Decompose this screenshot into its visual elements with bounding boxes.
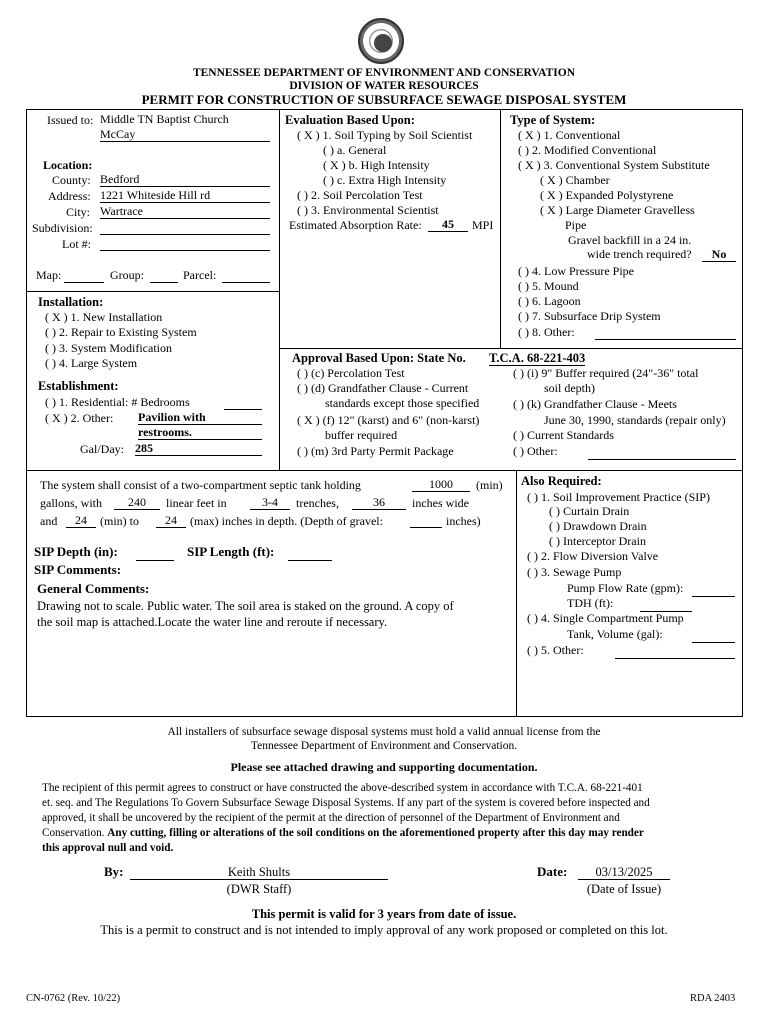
install-1[interactable]: ( X ) 1. New Installation — [45, 310, 163, 324]
agreement-line5: this approval null and void. — [42, 842, 174, 854]
system-line2b: linear feet in — [166, 496, 227, 510]
attached-note: Please see attached drawing and supporting documentation. — [230, 760, 538, 774]
bedrooms-field[interactable] — [224, 395, 262, 410]
system-type-heading: Type of System: — [510, 113, 596, 127]
also-2[interactable]: ( ) 2. Flow Diversion Valve — [527, 549, 659, 563]
general-comments-line2: the soil map is attached.Locate the water line and reroute if necessary. — [37, 615, 388, 629]
approval-m[interactable]: ( ) (m) 3rd Party Permit Package — [297, 444, 454, 458]
map-field[interactable] — [64, 268, 104, 283]
tdh-field[interactable] — [640, 597, 692, 612]
approval-current[interactable]: ( ) Current Standards — [513, 428, 614, 442]
approval-i[interactable]: ( ) (i) 9" Buffer required (24"-36" total — [513, 366, 699, 380]
type-1[interactable]: ( X ) 1. Conventional — [518, 128, 621, 142]
division-name: DIVISION OF WATER RESOURCES — [289, 80, 479, 92]
by-sub: (DWR Staff) — [226, 882, 292, 896]
agreement-line1: The recipient of this permit agrees to construct or have constructed the above-described system in accordance with T.C.A. 68-221-401 — [42, 782, 643, 794]
approval-d[interactable]: ( ) (d) Grandfather Clause - Current — [297, 381, 469, 395]
estab-1[interactable]: ( ) 1. Residential: # Bedrooms — [45, 395, 190, 409]
gal-field[interactable]: 285 — [135, 441, 262, 456]
license-line1: All installers of subsurface sewage disposal systems must hold a valid annual license from the — [167, 726, 601, 738]
subdivision-field[interactable] — [100, 220, 270, 235]
system-line3a: and — [40, 514, 58, 528]
agreement-line4 — [42, 826, 644, 840]
license-line2: Tennessee Department of Environment and Conservation. — [250, 740, 518, 752]
also-5[interactable]: ( ) 5. Other: — [527, 643, 584, 657]
by-label: By: — [104, 864, 124, 879]
type-3a[interactable]: ( X ) Chamber — [540, 173, 610, 187]
sip-length-label: SIP Length (ft): — [187, 544, 275, 559]
also-1[interactable]: ( ) 1. Soil Improvement Practice (SIP) — [527, 490, 710, 504]
sip-comments-label: SIP Comments: — [34, 562, 122, 577]
tank-volume-label: Tank, Volume (gal): — [567, 627, 663, 641]
subdivision-label: Subdivision: — [32, 221, 93, 235]
eval-item-1c[interactable]: ( ) c. Extra High Intensity — [323, 173, 447, 187]
type-8[interactable]: ( ) 8. Other: — [518, 325, 575, 339]
agreement-line4b: Any cutting, filling or alterations of the soil conditions on the aforementioned property after this day may render — [107, 827, 644, 839]
address-label: Address: — [48, 189, 91, 203]
trenches-field[interactable]: 3-4 — [250, 495, 290, 510]
pump-flow-label: Pump Flow Rate (gpm): — [567, 581, 684, 595]
max-depth-field[interactable]: 24 — [156, 513, 186, 528]
map-label: Map: — [36, 268, 62, 282]
tdh-label: TDH (ft): — [567, 596, 614, 610]
type-2[interactable]: ( ) 2. Modified Conventional — [518, 143, 657, 157]
sip-depth-field[interactable] — [136, 546, 174, 561]
rate-label: Estimated Absorption Rate: — [289, 218, 422, 232]
installation-heading: Installation: — [38, 295, 104, 309]
approval-other[interactable]: ( ) Other: — [513, 444, 558, 458]
location-heading: Location: — [43, 158, 93, 172]
feet-field[interactable]: 240 — [114, 495, 160, 510]
validity-note: This permit is valid for 3 years from date of issue. — [251, 907, 517, 921]
approval-other-field[interactable] — [588, 445, 736, 460]
issued-label: Issued to: — [47, 113, 94, 127]
agreement-line3: approved, it shall be uncovered by the recipient of the permit at the direction of personnel of the Department of Environment and — [42, 812, 620, 824]
gravel-line1: Gravel backfill in a 24 in. — [568, 233, 692, 247]
general-comments-line1: Drawing not to scale. Public water. The soil area is staked on the ground. A copy of — [37, 599, 454, 613]
gravel-line2: wide trench required? — [587, 247, 692, 261]
also-1c[interactable]: ( ) Interceptor Drain — [549, 534, 646, 548]
system-line2c: trenches, — [296, 496, 339, 510]
eval-item-1[interactable]: ( X ) 1. Soil Typing by Soil Scientist — [297, 128, 473, 142]
form-number: CN-0762 (Rev. 10/22) — [26, 993, 121, 1004]
width-field[interactable]: 36 — [352, 495, 406, 510]
parcel-label: Parcel: — [183, 268, 217, 282]
date-field[interactable]: 03/13/2025 — [578, 865, 670, 880]
issued-line2[interactable]: McCay — [100, 127, 270, 142]
gravel-depth-field[interactable] — [410, 513, 442, 528]
general-comments-heading: General Comments: — [37, 581, 150, 596]
agreement-line2: et. seq. and The Regulations To Govern Subsurface Sewage Disposal Systems. If any part of the system is covered before inspected and — [42, 797, 650, 809]
lot-label: Lot #: — [62, 237, 91, 251]
type-4[interactable]: ( ) 4. Low Pressure Pipe — [518, 264, 634, 278]
also-required-heading: Also Required: — [521, 474, 602, 488]
approval-f[interactable]: ( X ) (f) 12" (karst) and 6" (non-karst) — [297, 413, 480, 427]
tank-volume-field[interactable] — [692, 628, 735, 643]
permit-title: PERMIT FOR CONSTRUCTION OF SUBSURFACE SEWAGE DISPOSAL SYSTEM — [141, 92, 627, 107]
install-4[interactable]: ( ) 4. Large System — [45, 356, 138, 370]
install-3[interactable]: ( ) 3. System Modification — [45, 341, 172, 355]
approval-f-cont: buffer required — [325, 428, 398, 442]
rate-unit: MPI — [472, 218, 494, 232]
county-label: County: — [52, 173, 91, 187]
approval-c[interactable]: ( ) (c) Percolation Test — [297, 366, 405, 380]
tank-min: (min) — [476, 478, 503, 492]
also-3[interactable]: ( ) 3. Sewage Pump — [527, 565, 622, 579]
pump-flow-field[interactable] — [692, 582, 735, 597]
type-6[interactable]: ( ) 6. Lagoon — [518, 294, 581, 308]
min-depth-field[interactable]: 24 — [66, 513, 96, 528]
lot-field[interactable] — [100, 236, 270, 251]
agreement-line4a: Conservation. — [42, 827, 105, 839]
also-4[interactable]: ( ) 4. Single Compartment Pump — [527, 611, 684, 625]
type-7[interactable]: ( ) 7. Subsurface Drip System — [518, 309, 661, 323]
date-label: Date: — [537, 864, 568, 879]
install-2[interactable]: ( ) 2. Repair to Existing System — [45, 325, 197, 339]
tca-ref: T.C.A. 68-221-403 — [489, 351, 586, 365]
other-line2[interactable]: restrooms. — [138, 425, 262, 440]
construct-note: This is a permit to construct and is not intended to imply approval of any work proposed or completed on this lot. — [100, 923, 668, 937]
type-3[interactable]: ( X ) 3. Conventional System Substitute — [518, 158, 710, 172]
by-field[interactable]: Keith Shults — [130, 865, 388, 880]
system-line2a: gallons, with — [40, 496, 102, 510]
system-line3d: inches) — [446, 514, 481, 528]
sip-length-field[interactable] — [288, 546, 332, 561]
gravel-answer[interactable]: No — [702, 247, 736, 262]
city-label: City: — [66, 205, 91, 219]
evaluation-heading: Evaluation Based Upon: — [285, 113, 415, 127]
type-5[interactable]: ( ) 5. Mound — [518, 279, 579, 293]
county-field[interactable]: Bedford — [100, 172, 270, 187]
other-line1[interactable]: Pavilion with — [138, 410, 262, 425]
system-line1: The system shall consist of a two-compartment septic tank holding — [40, 478, 361, 492]
system-line3c: (max) inches in depth. (Depth of gravel: — [190, 514, 383, 528]
eval-item-1b[interactable]: ( X ) b. High Intensity — [323, 158, 430, 172]
state-seal — [358, 18, 404, 64]
issued-line1[interactable]: Middle TN Baptist Church — [100, 112, 229, 126]
group-field[interactable] — [150, 268, 178, 283]
approval-heading: Approval Based Upon: State No. — [292, 351, 466, 365]
parcel-field[interactable] — [222, 268, 270, 283]
system-line3b: (min) to — [100, 514, 139, 528]
rda-number: RDA 2403 — [690, 993, 736, 1004]
gal-label: Gal/Day: — [80, 442, 124, 456]
eval-item-1a[interactable]: ( ) a. General — [323, 143, 387, 157]
estab-2[interactable]: ( X ) 2. Other: — [45, 411, 114, 425]
group-label: Group: — [110, 268, 144, 282]
system-line2d: inches wide — [412, 496, 469, 510]
dept-name: TENNESSEE DEPARTMENT OF ENVIRONMENT AND CONSERVATION — [192, 67, 576, 79]
type-3c-pipe: Pipe — [565, 218, 587, 232]
city-field[interactable]: Wartrace — [100, 204, 270, 219]
approval-d-cont: standards except those specified — [325, 396, 480, 410]
approval-i-cont: soil depth) — [544, 381, 595, 395]
approval-k-cont: June 30, 1990, standards (repair only) — [544, 413, 726, 427]
establishment-heading: Establishment: — [38, 379, 119, 393]
rate-field[interactable]: 45 — [428, 217, 468, 232]
approval-k[interactable]: ( ) (k) Grandfather Clause - Meets — [513, 397, 677, 411]
type-3c[interactable]: ( X ) Large Diameter Gravelless — [540, 203, 695, 217]
also-5-other-field[interactable] — [615, 644, 735, 659]
eval-item-2[interactable]: ( ) 2. Soil Percolation Test — [297, 188, 423, 202]
tank-field[interactable]: 1000 — [412, 477, 470, 492]
type-3b[interactable]: ( X ) Expanded Polystyrene — [540, 188, 674, 202]
type-8-other-field[interactable] — [595, 325, 736, 340]
also-1b[interactable]: ( ) Drawdown Drain — [549, 519, 647, 533]
eval-item-3[interactable]: ( ) 3. Environmental Scientist — [297, 203, 439, 217]
also-1a[interactable]: ( ) Curtain Drain — [549, 504, 630, 518]
address-field[interactable]: 1221 Whiteside Hill rd — [100, 188, 270, 203]
sip-depth-label: SIP Depth (in): — [34, 544, 118, 559]
date-sub: (Date of Issue) — [586, 882, 662, 896]
